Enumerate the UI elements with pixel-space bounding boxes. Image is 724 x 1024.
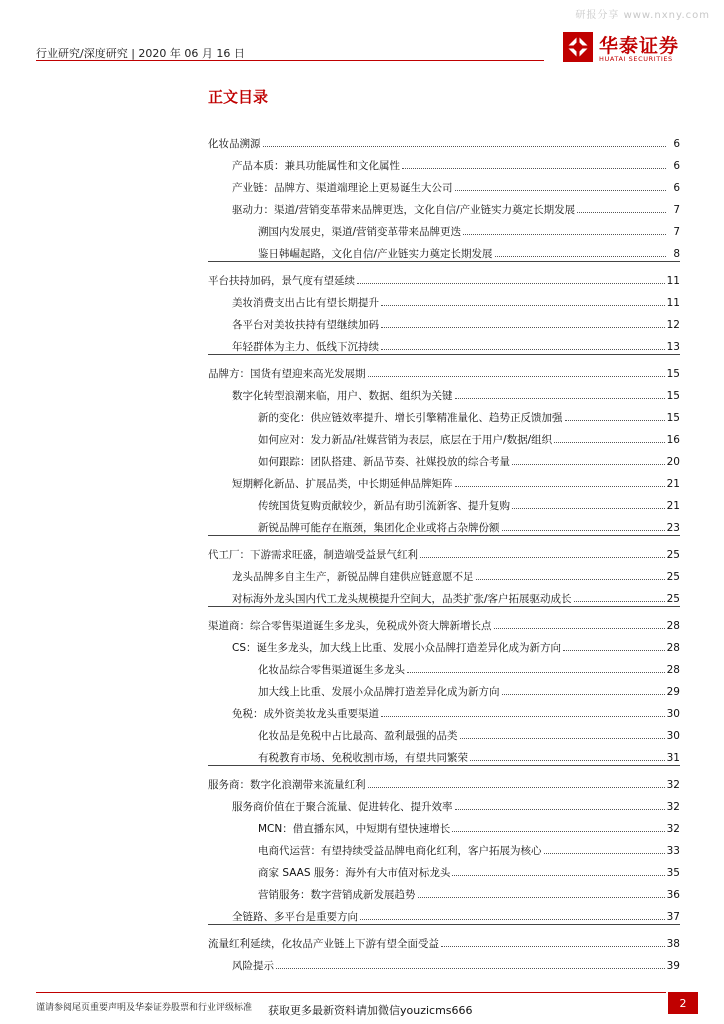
header-divider [36,60,544,61]
toc-entry-title: 化妆品溯源 [208,138,261,150]
toc-leader-dots [418,897,665,898]
toc-separator [208,261,680,262]
toc-leader-dots [381,305,665,306]
toc-entry[interactable] [208,950,680,972]
toc-entry[interactable] [208,928,680,950]
toc-leader-dots [276,968,665,969]
toc-separator [208,765,680,766]
toc-entry-title: 如何应对：发力新品/社媒营销为表层，底层在于用户/数据/组织 [258,434,553,446]
toc-leader-dots [455,486,665,487]
toc-entry-page: 12 [666,319,680,331]
toc-entry-title: 风险提示 [232,960,274,972]
toc-entry-title: 服务商价值在于聚合流量、促进转化、提升效率 [232,801,453,813]
toc-entry-page: 33 [666,845,680,857]
toc-entry-title: 化妆品是免税中占比最高、盈利最强的品类 [258,730,458,742]
report-header [36,45,245,61]
toc-entry-title: 有税教育市场、免税收割市场，有望共同繁荣 [258,752,468,764]
toc-leader-dots [494,628,665,629]
toc-entry[interactable] [208,835,680,857]
toc-entry-page: 6 [673,138,680,150]
toc-entry-page: 15 [666,390,680,402]
toc-entry[interactable] [208,265,680,287]
toc-entry-title: 各平台对美妆扶持有望继续加码 [232,319,379,331]
toc-entry-page: 37 [666,911,680,923]
toc-entry-page: 32 [666,823,680,835]
toc-entry-title: 流量红利延续，化妆品产业链上下游有望全面受益 [208,938,439,950]
toc-entry-title: 全链路、多平台是重要方向 [232,911,358,923]
toc-leader-dots [455,809,665,810]
toc-entry-title: 短期孵化新品、扩展品类，中长期延伸品牌矩阵 [232,478,453,490]
huatai-logo [563,31,693,67]
report-date: | 2020 年 06 月 16 日 [131,47,245,60]
toc-leader-dots [563,650,665,651]
toc-entry-page: 25 [666,593,680,605]
toc-leader-dots [495,256,666,257]
toc-entry[interactable] [208,150,680,172]
toc-entry-page: 7 [673,226,680,238]
toc-separator [208,924,680,925]
toc-entry-page: 36 [666,889,680,901]
toc-entry[interactable] [208,879,680,901]
toc-entry[interactable] [208,380,680,402]
toc-entry[interactable] [208,490,680,512]
toc-entry-title: 平台扶持加码，景气度有望延续 [208,275,355,287]
toc-entry-title: CS：诞生多龙头，加大线上比重、发展小众品牌打造差异化成为新方向 [232,642,561,654]
toc-entry[interactable] [208,769,680,791]
toc-leader-dots [360,919,665,920]
toc-entry[interactable] [208,561,680,583]
toc-entry-title: MCN：借直播东风，中短期有望快速增长 [258,823,451,835]
toc-entry[interactable] [208,402,680,424]
toc-entry-title: 产品本质：兼具功能属性和文化属性 [232,160,400,172]
toc-entry[interactable] [208,331,680,353]
page-number: 2 [668,992,698,1014]
toc-entry-title: 如何跟踪：团队搭建、新品节奏、社媒投放的综合考量 [258,456,510,468]
toc-entry[interactable] [208,720,680,742]
toc-entry-page: 20 [666,456,680,468]
footer-disclaimer: 谨请参阅尾页重要声明及华泰证券股票和行业评级标准 [36,1003,253,1013]
toc-leader-dots [420,557,665,558]
toc-leader-dots [544,853,665,854]
toc-entry[interactable] [208,583,680,605]
watermark-text: 研报分享 www.nxny.com [575,10,710,21]
toc-leader-dots [554,442,665,443]
toc-leader-dots [455,398,665,399]
toc-entry-page: 13 [666,341,680,353]
toc-entry-page: 8 [673,248,680,260]
toc-entry[interactable] [208,309,680,331]
toc-entry[interactable] [208,791,680,813]
toc-entry-page: 38 [666,938,680,950]
toc-entry[interactable] [208,216,680,238]
toc-entry-title: 驱动力：渠道/营销变革带来品牌更迭，文化自信/产业链实力奠定长期发展 [232,204,576,216]
toc-entry-page: 31 [666,752,680,764]
toc-leader-dots [441,946,665,947]
toc-entry-title: 传统国货复购贡献较少，新品有助引流新客、提升复购 [258,500,510,512]
toc-leader-dots [455,190,667,191]
toc-entry-page: 6 [673,160,680,172]
toc-entry[interactable] [208,742,680,764]
toc-entry-page: 11 [666,297,680,309]
toc-entry-page: 30 [666,730,680,742]
toc-entry[interactable] [208,287,680,309]
toc-entry[interactable] [208,698,680,720]
toc-leader-dots [357,283,665,284]
section-title: 正文目录 [208,88,269,106]
toc-entry-title: 加大线上比重、发展小众品牌打造差异化成为新方向 [258,686,500,698]
toc-entry-title: 免税：成外资美妆龙头重要渠道 [232,708,379,720]
toc-entry-title: 新的变化：供应链效率提升、增长引擎精准量化、趋势正反馈加强 [258,412,563,424]
toc-entry-page: 15 [666,368,680,380]
toc-leader-dots [368,787,665,788]
toc-entry-title: 渠道商：综合零售渠道诞生多龙头，免税成外资大牌新增长点 [208,620,492,632]
toc-entry-title: 产业链：品牌方、渠道端理论上更易诞生大公司 [232,182,453,194]
toc-entry[interactable] [208,128,680,150]
footer-divider [36,992,666,993]
toc-entry-title: 数字化转型浪潮来临，用户、数据、组织为关键 [232,390,453,402]
toc-entry[interactable] [208,512,680,534]
toc-entry-page: 21 [666,500,680,512]
toc-entry-title: 化妆品综合零售渠道诞生多龙头 [258,664,405,676]
toc-entry-title: 龙头品牌多自主生产，新锐品牌自建供应链意愿不足 [232,571,474,583]
toc-entry-page: 23 [666,522,680,534]
toc-leader-dots [402,168,666,169]
toc-entry-title: 电商代运营：有望持续受益品牌电商化红利，客户拓展为核心 [258,845,542,857]
toc-leader-dots [512,464,665,465]
toc-entry-title: 对标海外龙头国内代工龙头规模提升空间大，品类扩张/客户拓展驱动成长 [232,593,572,605]
toc-entry-title: 代工厂：下游需求旺盛，制造端受益景气红利 [208,549,418,561]
toc-entry-page: 15 [666,412,680,424]
toc-entry-page: 39 [666,960,680,972]
toc-leader-dots [577,212,666,213]
toc-leader-dots [263,146,667,147]
footer-promo: 获取更多最新资料请加微信youzicms666 [268,1004,473,1017]
toc-entry[interactable] [208,446,680,468]
toc-entry[interactable] [208,358,680,380]
toc-entry-page: 35 [666,867,680,879]
toc-entry[interactable] [208,194,680,216]
toc-entry-title: 溯国内发展史，渠道/营销变革带来品牌更迭 [258,226,462,238]
toc-leader-dots [512,508,665,509]
table-of-contents [208,128,680,972]
toc-leader-dots [452,875,664,876]
toc-leader-dots [407,672,665,673]
toc-entry[interactable] [208,539,680,561]
toc-entry-title: 服务商：数字化浪潮带来流量红利 [208,779,366,791]
toc-leader-dots [470,760,665,761]
toc-entry-page: 25 [666,549,680,561]
toc-entry-page: 28 [666,664,680,676]
toc-leader-dots [381,349,665,350]
toc-separator [208,535,680,536]
toc-leader-dots [381,327,665,328]
toc-entry-page: 16 [666,434,680,446]
toc-entry-page: 30 [666,708,680,720]
huatai-logo-mark-icon [563,32,593,62]
toc-entry[interactable] [208,654,680,676]
toc-entry[interactable] [208,172,680,194]
toc-leader-dots [574,601,665,602]
toc-leader-dots [460,738,665,739]
toc-entry-page: 7 [673,204,680,216]
toc-entry[interactable] [208,813,680,835]
toc-entry-page: 28 [666,620,680,632]
toc-leader-dots [476,579,665,580]
toc-leader-dots [565,420,665,421]
toc-entry-title: 年轻群体为主力、低线下沉持续 [232,341,379,353]
toc-entry-page: 32 [666,801,680,813]
toc-entry-page: 29 [666,686,680,698]
toc-entry-title: 鉴日韩崛起路，文化自信/产业链实力奠定长期发展 [258,248,493,260]
toc-entry-title: 美妆消费支出占比有望长期提升 [232,297,379,309]
toc-leader-dots [381,716,665,717]
toc-entry[interactable] [208,238,680,260]
toc-separator [208,606,680,607]
toc-entry-page: 6 [673,182,680,194]
toc-leader-dots [502,530,665,531]
toc-entry-title: 新锐品牌可能存在瓶颈，集团化企业或将占杂牌份额 [258,522,500,534]
toc-entry[interactable] [208,901,680,923]
toc-leader-dots [502,694,665,695]
toc-entry-title: 商家 SAAS 服务：海外有大市值对标龙头 [258,867,451,879]
toc-entry-page: 25 [666,571,680,583]
toc-entry-title: 品牌方：国货有望迎来高光发展期 [208,368,366,380]
toc-entry[interactable] [208,676,680,698]
report-tag: 行业研究/深度研究 [36,47,128,60]
toc-leader-dots [368,376,665,377]
toc-leader-dots [452,831,664,832]
toc-entry[interactable] [208,610,680,632]
toc-separator [208,354,680,355]
toc-entry[interactable] [208,468,680,490]
toc-entry-title: 营销服务：数字营销成新发展趋势 [258,889,416,901]
brand-name-cn: 华泰证券 [599,35,680,57]
toc-entry-page: 32 [666,779,680,791]
toc-leader-dots [463,234,666,235]
toc-entry[interactable] [208,424,680,446]
toc-entry-page: 11 [666,275,680,287]
toc-entry-page: 28 [666,642,680,654]
toc-entry-page: 21 [666,478,680,490]
toc-entry[interactable] [208,857,680,879]
brand-name-en: HUATAI SECURITIES [599,55,673,63]
toc-entry[interactable] [208,632,680,654]
